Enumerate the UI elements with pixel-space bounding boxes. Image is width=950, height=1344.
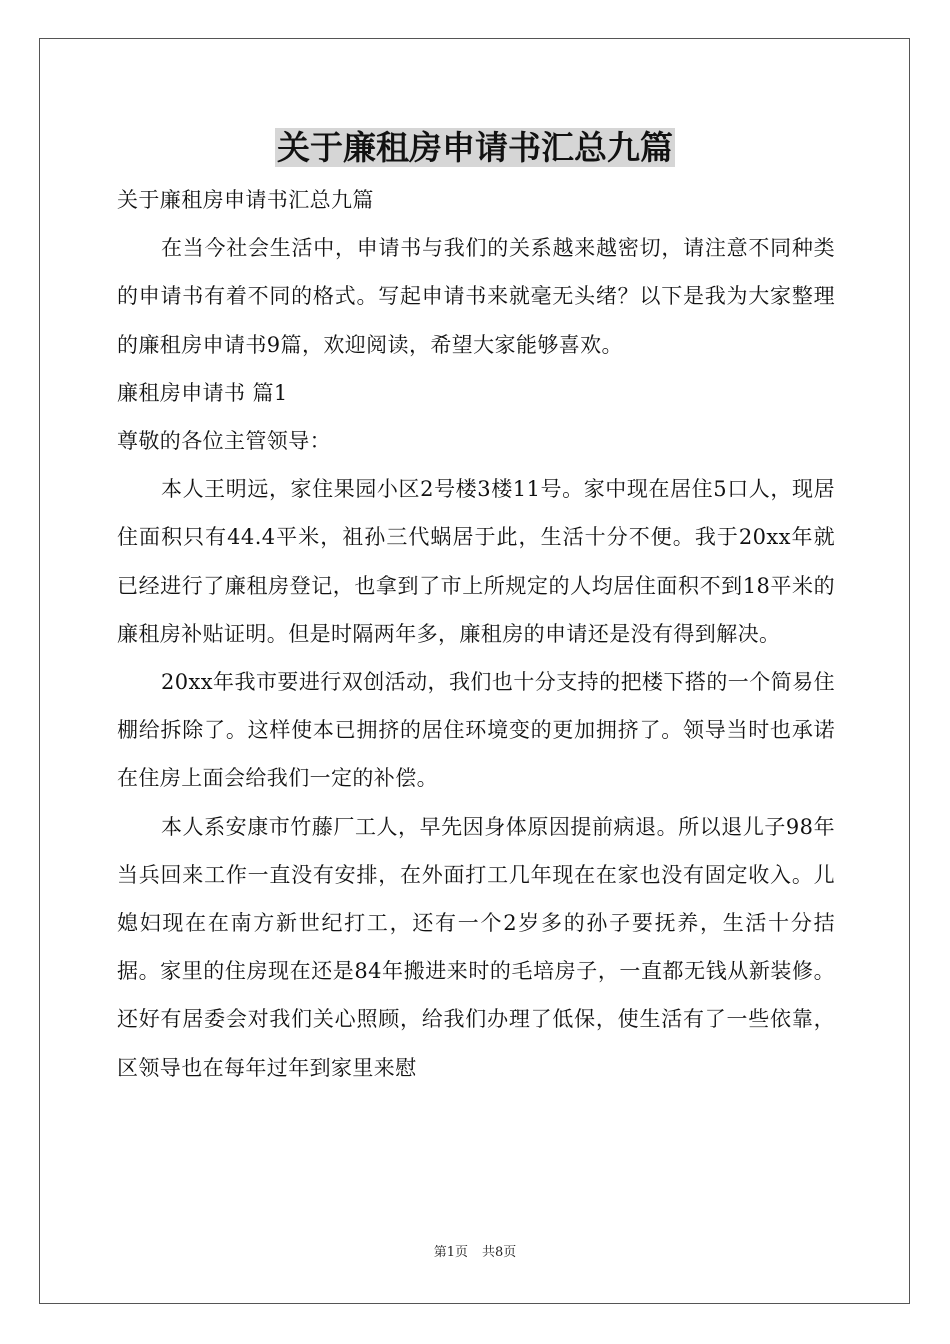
document-subtitle: 关于廉租房申请书汇总九篇 [117, 188, 374, 212]
body-paragraph: 本人系安康市竹藤厂工人，早先因身体原因提前病退。所以退儿子98年当兵回来工作一直没有安排，在外面打工几年现在在家也没有固定收入。儿媳妇现在在南方新世纪打工，还有一个2岁多的孙子要抚养，生活十分拮据。家里的住房现在还是84年搬进来时的毛培房子，一直都无钱从新装修。还好有居委会对我们关心照顾，给我们办理了低保，使生活有了一些依靠，区领导也在每年过年到家里来慰 [117, 814, 835, 1080]
page-footer [0, 1244, 950, 1262]
body-paragraph: 20xx年我市要进行双创活动，我们也十分支持的把楼下搭的一个简易住棚给拆除了。这样使本已拥挤的居住环境变的更加拥挤了。领导当时也承诺在住房上面会给我们一定的补偿。 [117, 670, 835, 791]
document-title [0, 124, 950, 172]
section-heading: 廉租房申请书 篇1 [117, 380, 288, 405]
page-number-total: 共8页 [482, 1245, 517, 1260]
document-body [117, 176, 835, 1092]
body-paragraph: 本人王明远，家住果园小区2号楼3楼11号。家中现在居住5口人，现居住面积只有44.4平米，祖孙三代蜗居于此，生活十分不便。我于20xx年就已经进行了廉租房登记，也拿到了市上所规定的人均居住面积不到18平米的廉租房补贴证明。但是时隔两年多，廉租房的申请还是没有得到解决。 [117, 477, 835, 646]
salutation: 尊敬的各位主管领导： [117, 429, 331, 454]
page-number-current: 第1页 [433, 1245, 468, 1260]
intro-paragraph: 在当今社会生活中，申请书与我们的关系越来越密切，请注意不同种类的申请书有着不同的格式。写起申请书来就毫无头绪？以下是我为大家整理的廉租房申请书9篇，欢迎阅读，希望大家能够喜欢。 [117, 236, 835, 357]
document-title-text: 关于廉租房申请书汇总九篇 [277, 128, 673, 167]
